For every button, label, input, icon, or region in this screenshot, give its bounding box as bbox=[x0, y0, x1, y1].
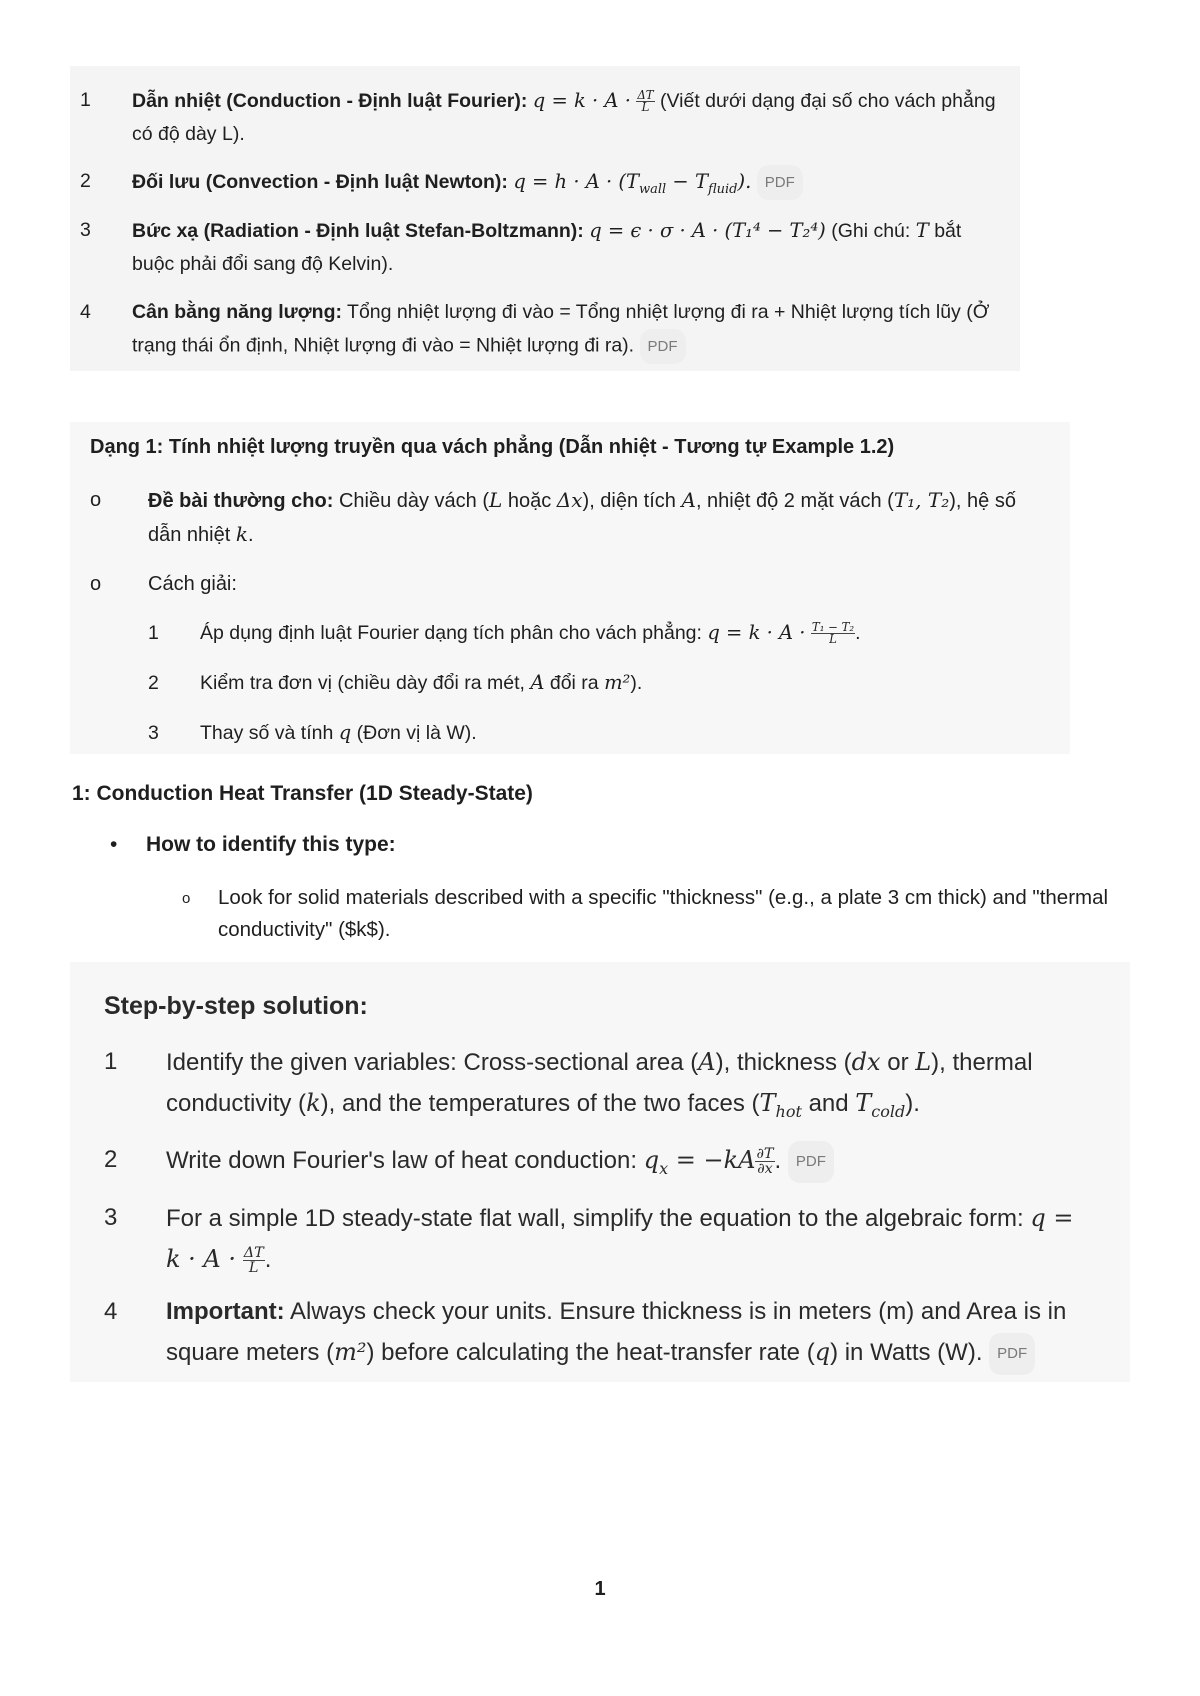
fraction: $\frac{\Delta T}{L}$ bbox=[637, 87, 654, 115]
pdf-citation-chip[interactable]: PDF bbox=[757, 165, 803, 200]
law-note: (Viết dưới dạng đại số cho vách phẳng có độ dày L). bbox=[132, 90, 996, 145]
method-label: Cách giải: bbox=[148, 573, 237, 595]
formula: q = ϵ · σ · A · (T₁⁴ − T₂⁴) bbox=[589, 219, 826, 242]
fraction: $\frac{\text{T₁ − T₂}}{L}$ bbox=[811, 619, 855, 647]
fraction: $\frac{\Delta T}{L}$ bbox=[243, 1244, 264, 1277]
list-number: 1 bbox=[80, 89, 91, 111]
pdf-citation-chip[interactable]: PDF bbox=[788, 1141, 834, 1183]
identify-text: Look for solid materials described with a specific "thickness" (e.g., a plate 3 cm thick) and "thermal conductivity" ($k$). bbox=[218, 886, 1109, 941]
list-number: 3 bbox=[80, 219, 91, 241]
problem-type-1-block: Dạng 1: Tính nhiệt lượng truyền qua vách phẳng (Dẫn nhiệt - Tương tự Example 1.2) o Đề bài thường cho: Chiều dày vách (L hoặc Δx), diện tích A, nhiệt độ 2 mặt vách (T₁, T₂), hệ số dẫn nhiệt k. o Cách giải: 1 Áp dụng định luật Fourier dạng tích phân cho vách phẳng: q = k · A · $\frac{\text{T₁ − T₂}}{L}$ . 2 Kiểm tra đơn vị (chiều dày đổi ra mét, A đổi ra m²). 3 Thay số và tính q (Đơn vị là W). bbox=[70, 422, 1070, 754]
bullet-marker: o bbox=[90, 489, 102, 511]
law-text: Tổng nhiệt lượng đi vào = Tổng nhiệt lượng đi ra + Nhiệt lượng tích lũy (Ở trạng thái ổn định, Nhiệt lượng đi vào = Nhiệt lượng đi ra). bbox=[132, 301, 990, 357]
section-title: Dạng 1: Tính nhiệt lượng truyền qua vách phẳng (Dẫn nhiệt - Tương tự Example 1.2) bbox=[90, 436, 895, 458]
page-number: 1 bbox=[594, 1578, 606, 1600]
law-label: Cân bằng năng lượng: bbox=[132, 301, 342, 323]
law-label: Bức xạ (Radiation - Định luật Stefan-Boltzmann): bbox=[132, 220, 584, 242]
step-by-step-title: Step-by-step solution: bbox=[104, 992, 368, 1020]
formula: $q = h \cdot A \cdot (T_{wall} - T_{fluid})$. bbox=[513, 170, 752, 197]
bullet-marker: • bbox=[110, 833, 118, 856]
identify-label: How to identify this type: bbox=[146, 833, 396, 856]
formula: q = k · A · bbox=[532, 89, 631, 112]
step-by-step-block: Step-by-step solution: 1 Identify the given variables: Cross-sectional area (A), thickness (dx or L), thermal conductivity (k), and the temperatures of the two faces ($T_{hot}$ and $T_{cold}$). 2 Write down Fourier's law of heat conduction: $q_x = -kA$ $\frac{\partial T}{\partial x}$ . PDF 3 For a simple 1D steady-state flat wall, simplify the equation to the algebraic form: q = k · A · $\frac{\Delta T}{L}$ . 4 Important: Always check your units. Ensure thickness is in meters (m) and Area is in square meters (m²) before calculating the heat-transfer rate (q) in Watts (W). PDF bbox=[70, 962, 1130, 1382]
laws-summary-block: 1 Dẫn nhiệt (Conduction - Định luật Fourier): q = k · A · $\frac{\Delta T}{L}$ (Viết dưới dạng đại số cho vách phẳng có độ dày L). 2 Đối lưu (Convection - Định luật Newton): $q = h \cdot A \cdot (T_{wall} - T_{fluid})$. PDF 3 Bức xạ (Radiation - Định luật Stefan-Boltzmann): q = ϵ · σ · A · (T₁⁴ − T₂⁴) (Ghi chú: T bắt buộc phải đổi sang độ Kelvin). 4 Cân bằng năng lượng: Tổng nhiệt lượng đi vào = Tổng nhiệt lượng đi ra + Nhiệt lượng tích lũy (Ở trạng thái ổn định, Nhiệt lượng đi vào = Nhiệt lượng đi ra). PDF bbox=[70, 66, 1020, 371]
bullet-marker: o bbox=[90, 573, 102, 595]
list-number: 2 bbox=[80, 170, 91, 192]
law-label: Dẫn nhiệt (Conduction - Định luật Fourier): bbox=[132, 90, 528, 112]
list-number: 4 bbox=[80, 301, 91, 323]
pdf-citation-chip[interactable]: PDF bbox=[989, 1333, 1035, 1375]
pdf-citation-chip[interactable]: PDF bbox=[640, 329, 686, 364]
conduction-heading: 1: Conduction Heat Transfer (1D Steady-State) bbox=[72, 782, 533, 805]
law-label: Đối lưu (Convection - Định luật Newton): bbox=[132, 171, 508, 193]
fraction: $\frac{\partial T}{\partial x}$ bbox=[756, 1145, 774, 1178]
bullet-marker: o bbox=[182, 890, 191, 907]
